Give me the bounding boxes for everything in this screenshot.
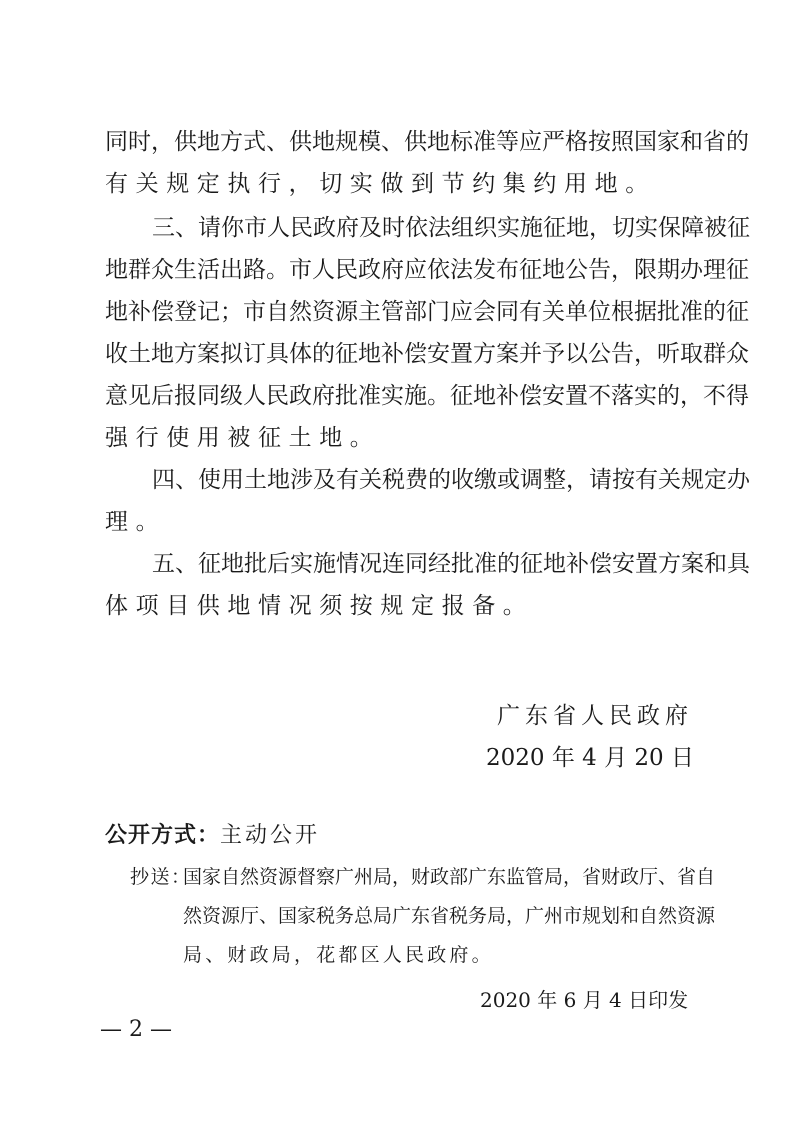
page-number: — 2 —	[100, 1017, 172, 1042]
body-line: 五、征地批后实施情况连同经批准的征地补偿安置方案和具	[152, 551, 750, 577]
body-line: 同时，供地方式、供地规模、供地标准等应严格按照国家和省的	[105, 129, 749, 155]
publicity-value: 主动公开	[220, 823, 321, 848]
publicity-label: 公开方式：	[105, 823, 221, 848]
body-line: 体项目供地情况须按规定报备。	[105, 593, 534, 619]
body-line: 有关规定执行，切实做到节约集约用地。	[105, 171, 656, 197]
body-line: 地群众生活出路。市人民政府应依法发布征地公告，限期办理征	[105, 257, 749, 283]
cc-line: 然资源厅、国家税务总局广东省税务局，广州市规划和自然资源	[183, 905, 716, 927]
body-line: 地补偿登记；市自然资源主管部门应会同有关单位根据批准的征	[105, 299, 749, 325]
issuer-name: 广东省人民政府	[497, 703, 693, 729]
body-line: 强行使用被征土地。	[105, 425, 381, 451]
cc-line: 局、财政局，花都区人民政府。	[183, 944, 494, 966]
body-line: 意见后报同级人民政府批准实施。征地补偿安置不落实的，不得	[105, 383, 749, 409]
body-line: 三、请你市人民政府及时依法组织实施征地，切实保障被征	[152, 215, 750, 241]
body-line: 理。	[105, 509, 167, 535]
body-line: 四、使用土地涉及有关税费的收缴或调整，请按有关规定办	[152, 467, 750, 493]
print-date: 2020 年 6 月 4 日印发	[480, 988, 689, 1012]
publicity-row	[105, 822, 320, 850]
cc-line: 国家自然资源督察广州局，财政部广东监管局，省财政厅、省自	[183, 866, 716, 888]
body-line: 收土地方案拟订具体的征地补偿安置方案并予以公告，听取群众	[105, 341, 749, 367]
cc-label: 抄送：	[130, 866, 192, 888]
issue-date: 2020 年 4 月 20 日	[486, 745, 694, 771]
